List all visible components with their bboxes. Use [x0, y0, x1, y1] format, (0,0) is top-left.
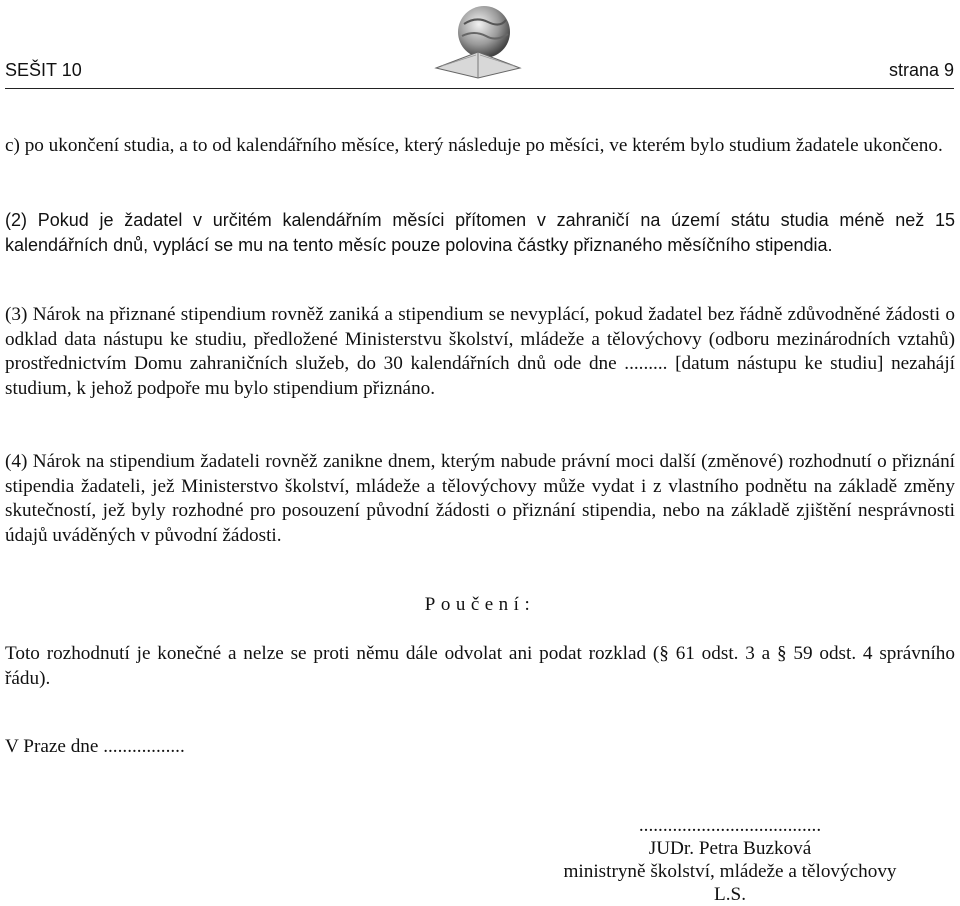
paragraph-4: (4) Nárok na stipendium žadateli rovněž zanikne dnem, kterým nabude právní moci další (změnové) rozhodnutí o přiznání stipendia žadateli, jež Ministerstvo školství, mládeže a tělovýchovy může vydat i z vlastního podnětu na základě změny skutečností, jež byly rozhodné pro posouzení původní žádosti o přiznání stipendia, nebo na základě zjištění nesprávnosti údajů uváděných v původní žádosti.: [5, 451, 955, 546]
paragraph-c: c) po ukončení studia, a to od kalendářního měsíce, který následuje po měsíci, ve kterém bylo studium žadatele ukončeno.: [5, 135, 943, 156]
page-number: strana 9: [888, 60, 954, 80]
signatory-title: ministryně školství, mládeže a tělovýchovy: [563, 861, 897, 882]
paragraph-3: (3) Nárok na přiznané stipendium rovněž zaniká a stipendium se nevyplácí, pokud žadatel bez řádně zdůvodněné žádosti o odklad data nástupu ke studiu, předložené Ministerstvu školství, mládeže a tělovýchovy (odboru mezinárodních vztahů) prostřednictvím Domu zahraničních služeb, do 30 kalendářních dnů ode dne ......... [datum nástupu ke studiu] nezahájí studium, k jehož podpoře mu bylo stipendium přiznáno.: [5, 304, 955, 399]
seal-mark: L.S.: [714, 884, 746, 905]
issue-label: SEŠIT 10: [5, 60, 82, 80]
signatory-name: JUDr. Petra Buzková: [648, 838, 812, 859]
notice-text: Toto rozhodnutí je konečné a nelze se proti němu dále odvolat ani podat rozklad (§ 61 odst. 3 a § 59 odst. 4 správního řádu).: [5, 643, 955, 689]
signature-block: [520, 814, 940, 906]
page-header: [5, 58, 954, 89]
place-date: V Praze dne .................: [5, 736, 185, 757]
signature-line: ......................................: [638, 815, 822, 836]
notice-heading: Poučení:: [424, 594, 536, 615]
paragraph-2: (2) Pokud je žadatel v určitém kalendářním měsíci přítomen v zahraničí na území státu studia méně než 15 kalendářních dnů, vyplácí se mu na tento měsíc pouze polovina částky přiznaného měsíčního stipendia.: [5, 210, 955, 255]
